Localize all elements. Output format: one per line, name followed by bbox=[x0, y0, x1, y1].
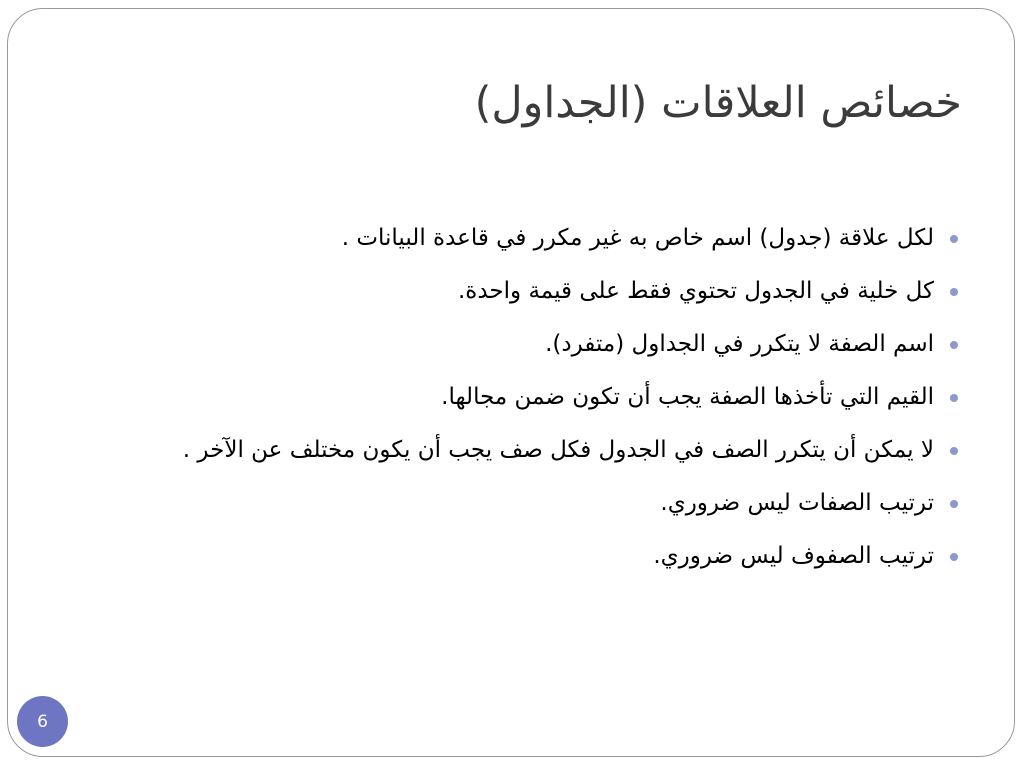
bullet-text: ترتيب الصفوف ليس ضروري. bbox=[653, 543, 934, 569]
bullet-dot-icon bbox=[950, 235, 958, 243]
bullet-text: اسم الصفة لا يتكرر في الجداول (متفرد). bbox=[545, 331, 934, 357]
bullet-text: ترتيب الصفات ليس ضروري. bbox=[660, 490, 934, 516]
bullet-text: لا يمكن أن يتكرر الصف في الجدول فكل صف يجب أن يكون مختلف عن الآخر . bbox=[182, 437, 934, 463]
bullet-item-2 bbox=[122, 273, 962, 309]
bullet-list bbox=[122, 220, 962, 591]
bullet-item-5 bbox=[122, 432, 962, 468]
slide-title: خصائص العلاقات (الجداول) bbox=[474, 78, 962, 128]
bullet-text: القيم التي تأخذها الصفة يجب أن تكون ضمن مجالها. bbox=[441, 384, 934, 410]
bullet-text: كل خلية في الجدول تحتوي فقط على قيمة واحدة. bbox=[457, 278, 934, 304]
bullet-item-7 bbox=[122, 538, 962, 574]
bullet-dot-icon bbox=[950, 447, 958, 455]
page-number-badge: 6 bbox=[17, 696, 68, 747]
bullet-item-3 bbox=[122, 326, 962, 362]
bullet-item-6 bbox=[122, 485, 962, 521]
bullet-dot-icon bbox=[950, 394, 958, 402]
bullet-item-4 bbox=[122, 379, 962, 415]
bullet-item-1 bbox=[122, 220, 962, 256]
bullet-dot-icon bbox=[950, 341, 958, 349]
bullet-dot-icon bbox=[950, 500, 958, 508]
bullet-text: لكل علاقة (جدول) اسم خاص به غير مكرر في قاعدة البيانات . bbox=[341, 225, 934, 251]
bullet-dot-icon bbox=[950, 288, 958, 296]
bullet-dot-icon bbox=[950, 553, 958, 561]
